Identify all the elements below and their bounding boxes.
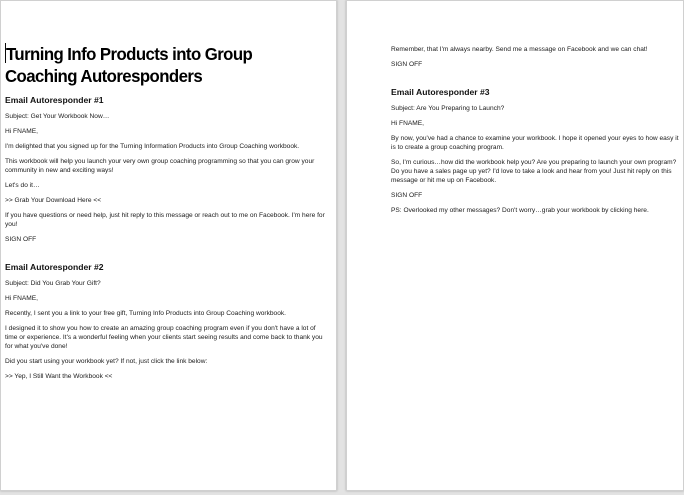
- email-3-heading[interactable]: Email Autoresponder #3: [391, 87, 490, 97]
- continued-paragraph[interactable]: Remember, that I'm always nearby. Send me a message on Facebook and we can chat!: [391, 46, 648, 53]
- email-3-paragraph[interactable]: So, I'm curious…how did the workbook help you? Are you preparing to launch your own program? Do you have a sales page up yet? I'd love to take a look and hear from you! Just hit reply on this message or hit me up on Facebook.: [391, 159, 677, 184]
- email-2-paragraph[interactable]: I designed it to show you how to create an amazing group coaching program even if you don't have a lot of time or experience. It's a wonderful feeling when your clients start seeing results and come back to thank you for what you've done!: [5, 325, 323, 350]
- email-3-subject[interactable]: Subject: Are You Preparing to Launch?: [391, 105, 505, 112]
- spacer: [5, 250, 328, 262]
- email-2-paragraph[interactable]: Did you start using your workbook yet? If not, just click the link below:: [5, 358, 208, 365]
- document-page-2: [346, 0, 684, 491]
- email-1-paragraph[interactable]: I'm delighted that you signed up for the Turning Information Products into Group Coaching workbook.: [5, 143, 300, 150]
- email-1-greeting[interactable]: Hi FNAME,: [5, 128, 38, 135]
- email-3-postscript[interactable]: PS: Overlooked my other messages? Don't worry…grab your workbook by clicking here.: [391, 207, 649, 214]
- page-2-content: [391, 45, 679, 221]
- email-1-subject[interactable]: Subject: Get Your Workbook Now…: [5, 113, 110, 120]
- spacer: [391, 75, 679, 87]
- email-3-signoff[interactable]: SIGN OFF: [391, 192, 423, 199]
- email-2-workbook-link[interactable]: >> Yep, I Still Want the Workbook <<: [5, 373, 113, 380]
- email-2-greeting[interactable]: Hi FNAME,: [5, 295, 38, 302]
- document-page-1: [0, 0, 337, 491]
- email-1-paragraph[interactable]: This workbook will help you launch your very own group coaching programming so that you can grow your community in new and exciting ways!: [5, 158, 315, 174]
- email-2-paragraph[interactable]: Recently, I sent you a link to your free gift, Turning Info Products into Group Coaching workbook.: [5, 310, 286, 317]
- email-2-subject[interactable]: Subject: Did You Grab Your Gift?: [5, 280, 101, 287]
- continued-signoff[interactable]: SIGN OFF: [391, 61, 423, 68]
- email-1-paragraph[interactable]: Let's do it…: [5, 182, 40, 189]
- email-2-heading[interactable]: Email Autoresponder #2: [5, 262, 104, 272]
- page-1-content: [5, 43, 328, 387]
- email-1-paragraph[interactable]: If you have questions or need help, just hit reply to this message or reach out to me on Facebook. I'm here for you!: [5, 212, 325, 228]
- document-title-text: Turning Info Products into Group Coaching Autoresponders: [5, 44, 253, 86]
- document-title[interactable]: [5, 43, 315, 87]
- email-3-greeting[interactable]: Hi FNAME,: [391, 120, 424, 127]
- email-3-paragraph[interactable]: By now, you've had a chance to examine your workbook. I hope it opened your eyes to how easy it is to create a group coaching program.: [391, 135, 679, 151]
- email-1-download-link[interactable]: >> Grab Your Download Here <<: [5, 197, 102, 204]
- email-1-signoff[interactable]: SIGN OFF: [5, 236, 37, 243]
- email-1-heading[interactable]: Email Autoresponder #1: [5, 95, 104, 105]
